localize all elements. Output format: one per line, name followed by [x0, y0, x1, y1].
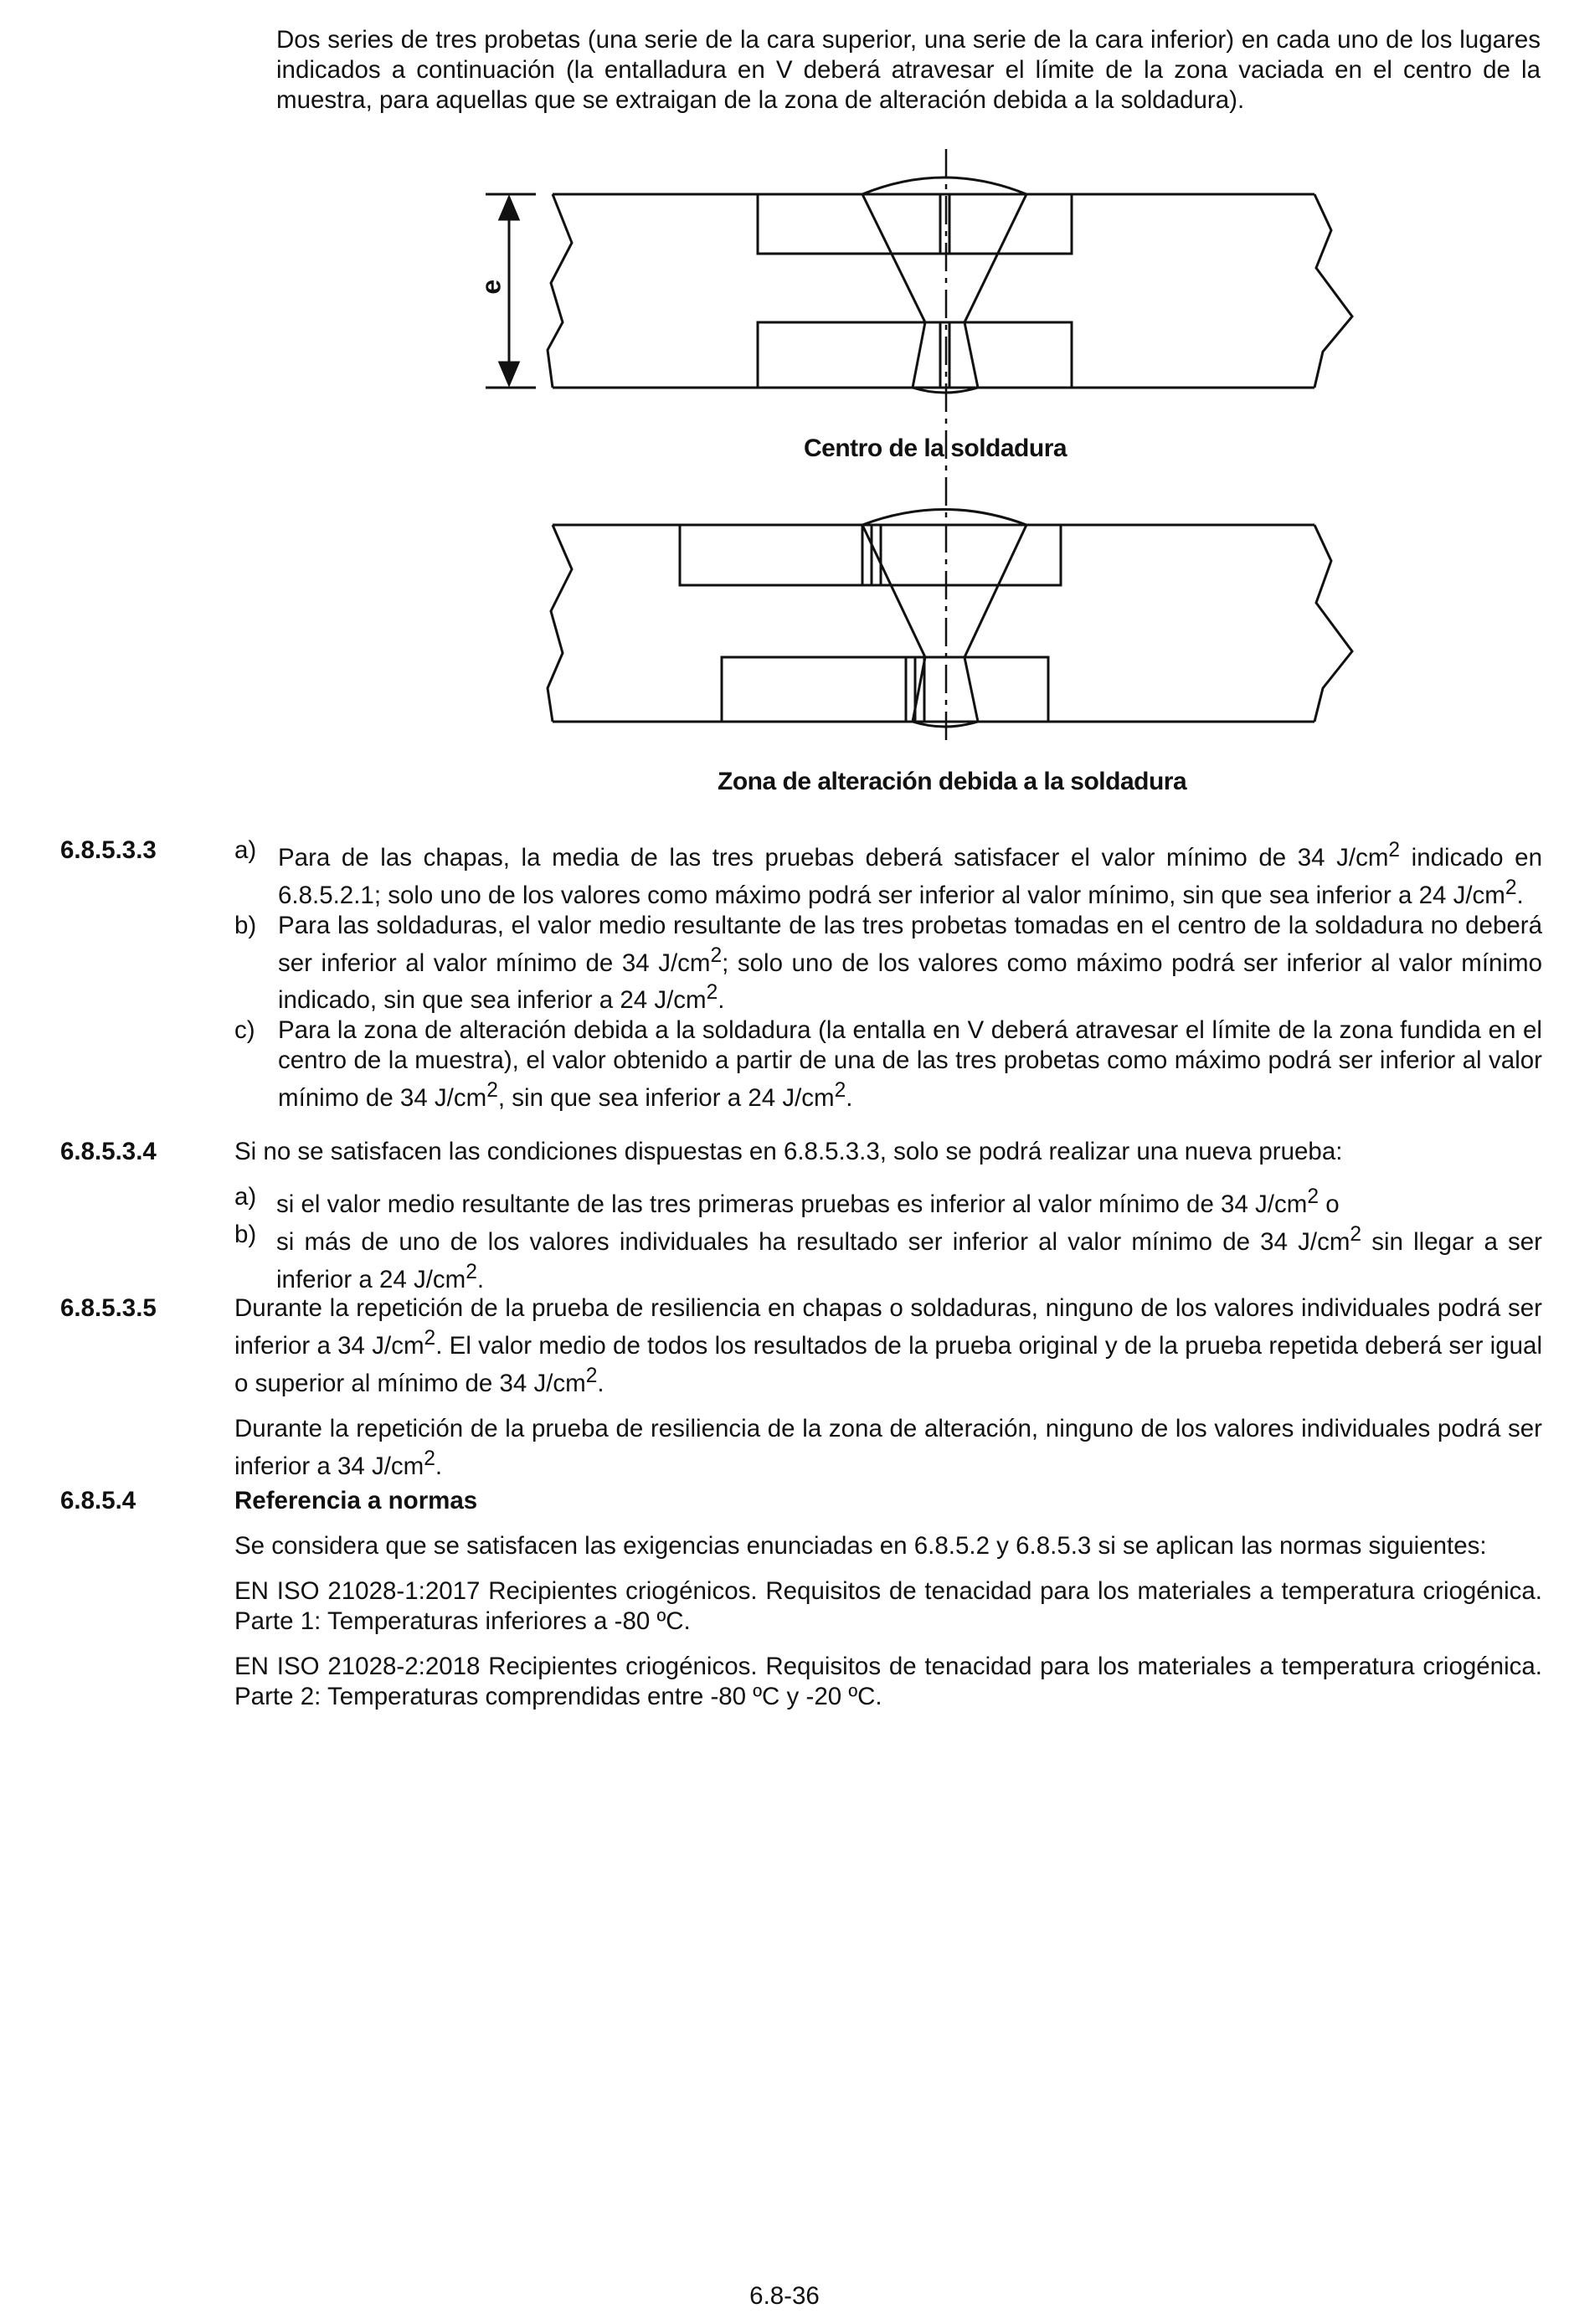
list-item-c: c) Para la zona de alteración debida a la soldadura (la entalla en V deberá atravesar el límite de la zona fundida en el centro de la muestra), el valor obtenido a partir de una de las tres probetas como máximo podrá ser inferior al valor mínimo de 34 $J/cm^2$, sin que sea inferior a 24 $J/cm^2$.: [234, 1016, 1542, 1113]
section-number: 6.8.5.3.3: [60, 836, 157, 864]
page-number: 6.8-36: [749, 2282, 820, 2310]
list-marker: b): [234, 1220, 257, 1248]
section-intro: Si no se satisfacen las condiciones dispuestas en 6.8.5.3.3, solo se podrá realizar una nueva prueba:: [234, 1138, 1343, 1165]
list-item-a: a) Para de las chapas, la media de las tres pruebas deberá satisfacer el valor mínimo de 34 $J/cm^2$ indicado en 6.8.5.2.1; solo uno de los valores como máximo podrá ser inferior al valor mínimo, sin que sea inferior a 24 $J/cm^2$.: [234, 836, 1542, 909]
weld-specimen-diagram: [0, 0, 1569, 820]
figure-label-haz: Zona de alteración debida a la soldadura: [718, 768, 1187, 795]
list-item-b: b) Para las soldaduras, el valor medio resultante de las tres probetas tomadas en el centro de la soldadura no deberá ser inferior al valor mínimo de 34 $J/cm^2$; solo uno de los valores como máximo podrá ser inferior al valor mínimo indicado, sin que sea inferior a 24 $J/cm^2$.: [234, 911, 1543, 1015]
intro-paragraph: Dos series de tres probetas (una serie de la cara superior, una serie de la cara inferior) en cada uno de los lugares indicados a continuación (la entalladura en V deberá atravesar el límite de la zona vaciada en el centro de la muestra, para aquellas que se extraigan de la zona de alteración debida a la soldadura).: [276, 26, 1541, 114]
figure-label-weld-center: Centro de la soldadura: [804, 434, 1067, 462]
dimension-label-e: e: [476, 280, 507, 295]
paragraph: Se considera que se satisfacen las exigencias enunciadas en 6.8.5.2 y 6.8.5.3 si se aplican las normas siguientes:: [234, 1532, 1487, 1560]
list-marker: c): [234, 1016, 255, 1045]
list-item-b: b) si más de uno de los valores individuales ha resultado ser inferior al valor mínimo de 34 $J/cm^2$ sin llegar a ser inferior a 24 $J/cm^2$.: [234, 1220, 1542, 1293]
list-item-a: a) si el valor medio resultante de las tres primeras pruebas es inferior al valor mínimo de 34 $J/cm^2$ o: [234, 1183, 1340, 1218]
section-title: Referencia a normas: [234, 1487, 478, 1514]
section-number: 6.8.5.4: [60, 1487, 136, 1514]
paragraph: Durante la repetición de la prueba de resiliencia en chapas o soldaduras, ninguno de los valores individuales podrá ser inferior a 34 $J/cm^2$. El valor medio de todos los resultados de la prueba original y de la prueba repetida deberá ser igual o superior al mínimo de 34 $J/cm^2$.: [234, 1294, 1542, 1397]
standard-reference: EN ISO 21028-1:2017 Recipientes criogénicos. Requisitos de tenacidad para los materiales a temperatura criogénica. Parte 1: Temperaturas inferiores a -80 ºC.: [234, 1577, 1542, 1635]
standard-reference: EN ISO 21028-2:2018 Recipientes criogénicos. Requisitos de tenacidad para los materiales a temperatura criogénica. Parte 2: Temperaturas comprendidas entre -80 ºC y -20 ºC.: [234, 1653, 1542, 1710]
section-6-8-5-4: [60, 1486, 1542, 1727]
section-6-8-5-3-4: [60, 1137, 1542, 1294]
section-6-8-5-3-3: [60, 836, 1542, 1113]
list-marker: a): [234, 1183, 257, 1211]
section-number: 6.8.5.3.5: [60, 1294, 157, 1322]
section-6-8-5-3-5: [60, 1293, 1542, 1496]
paragraph: Durante la repetición de la prueba de resiliencia de la zona de alteración, ninguno de los valores individuales podrá ser inferior a 34 $J/cm^2$.: [234, 1414, 1542, 1480]
section-number: 6.8.5.3.4: [60, 1138, 157, 1165]
list-marker: b): [234, 911, 257, 939]
list-marker: a): [234, 836, 257, 864]
